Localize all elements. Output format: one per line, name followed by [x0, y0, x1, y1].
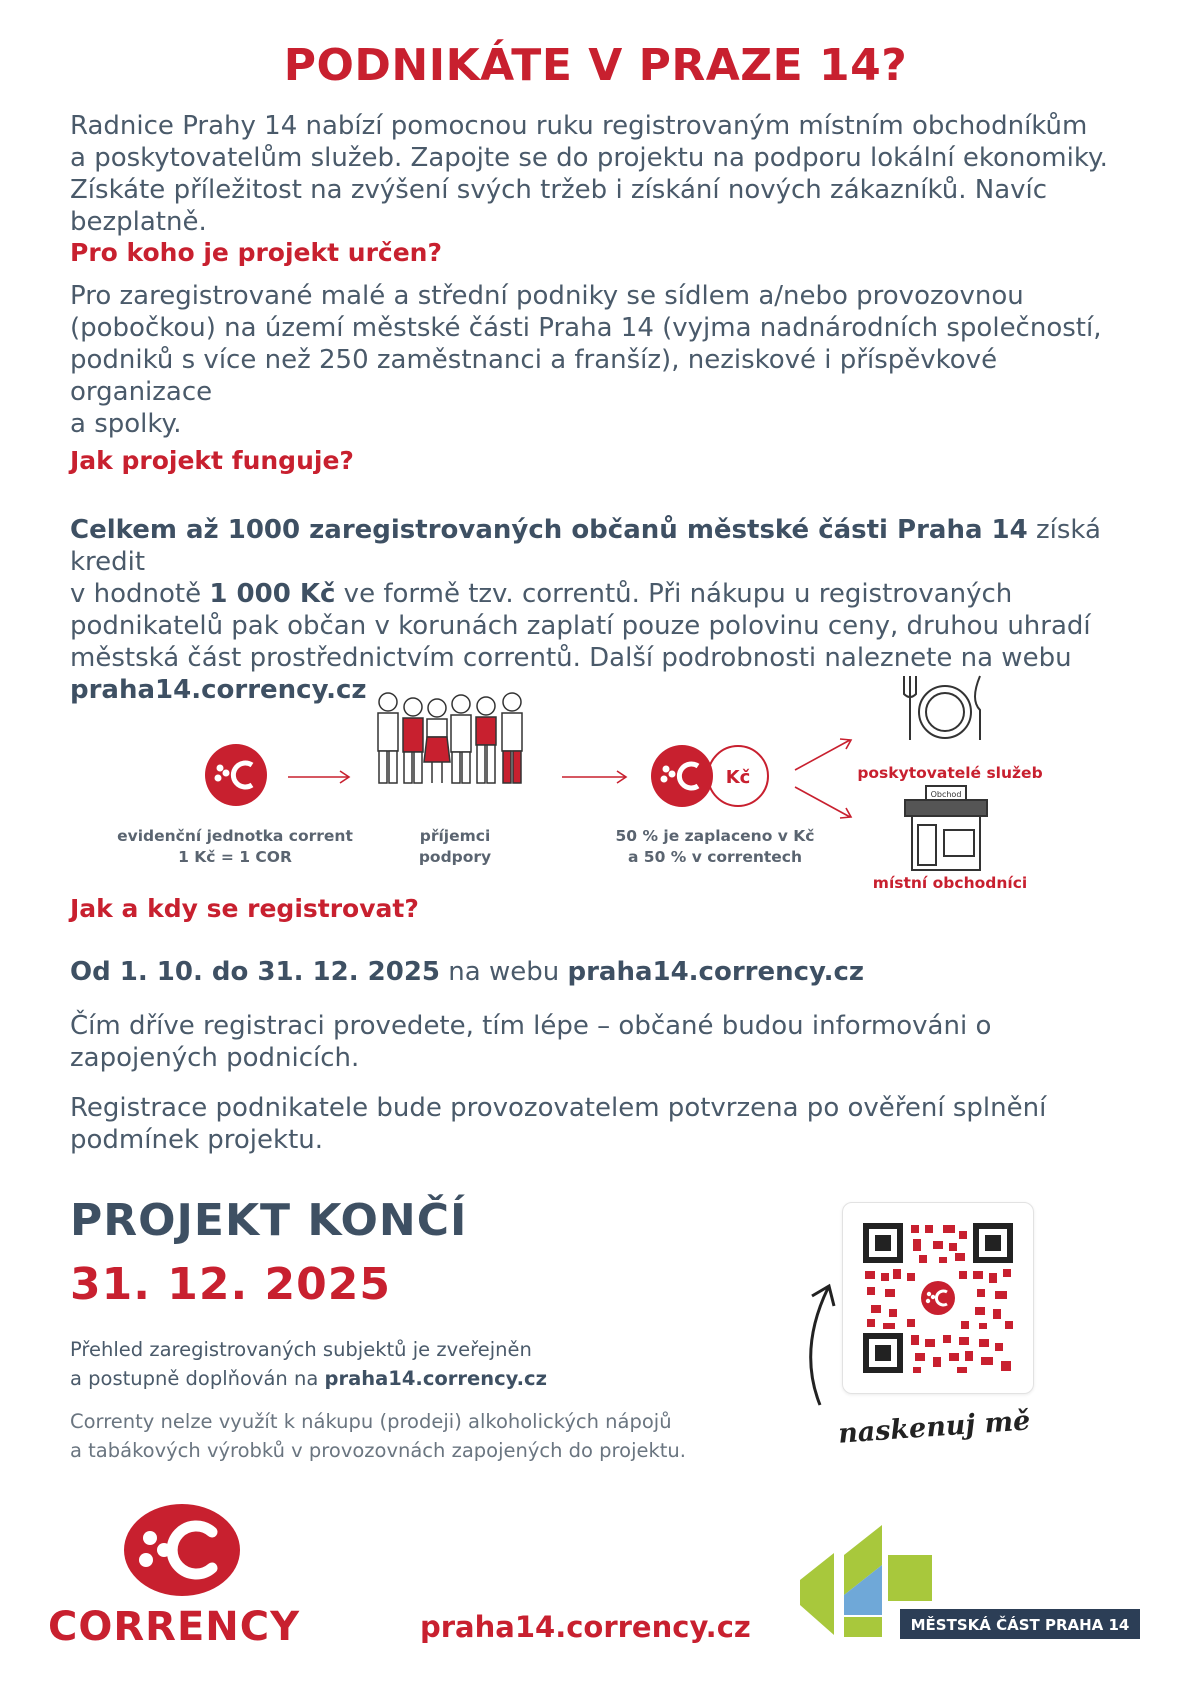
people-group-icon: [378, 693, 522, 783]
target-paragraph: Pro zaregistrované malé a střední podniky se sídlem a/nebo provozovnou (pobočkou) na území městské části Praha 14 (vyjma nadnárodních společností, podniků s více než 250 zaměstnanci a franšíz), neziskové i příspěvkové organizace a spolky.: [70, 281, 1102, 439]
corrent-coin-icon: [205, 744, 267, 806]
restriction-note: Correnty nelze využít k nákupu (prodeji) alkoholických nápojů a tabákových výrobků v provozovnách zapojených do projektu.: [70, 1410, 686, 1462]
split-arrows-icon: [795, 739, 851, 818]
project-end-date: 31. 12. 2025: [70, 1259, 391, 1310]
arrow-right-icon: [288, 771, 349, 783]
plate-icon: [904, 676, 980, 740]
split-caption: 50 % je zaplaceno v Kč a 50 % v correntech: [615, 827, 815, 866]
arrow-right-icon: [562, 771, 626, 783]
registration-paragraph-1: Čím dříve registraci provedete, tím lépe – občané budou informováni o zapojených podnicích.: [70, 1011, 992, 1073]
corrency-brand: CORRENCY: [48, 1604, 301, 1650]
registration-dates: Od 1. 10. do 31. 12. 2025 na webu praha14.corrency.cz: [70, 957, 865, 987]
footer-url[interactable]: praha14.corrency.cz: [420, 1610, 751, 1644]
merchants-caption: místní obchodníci: [872, 874, 1028, 892]
praha14-logo-icon: [800, 1525, 1160, 1645]
registration-link[interactable]: praha14.corrency.cz: [567, 957, 865, 987]
project-link[interactable]: praha14.corrency.cz: [70, 675, 367, 705]
registration-paragraph-2: Registrace podnikatele bude provozovatelem potvrzena po ověření splnění podmínek projektu.: [70, 1093, 1047, 1155]
qr-code-card[interactable]: [842, 1202, 1034, 1394]
registry-note: Přehled zaregistrovaných subjektů je zveřejněn a postupně doplňován na praha14.corrency.cz: [70, 1338, 547, 1390]
page-title: PODNIKÁTE V PRAZE 14?: [283, 40, 908, 91]
section-heading-target: Pro koho je projekt určen?: [70, 238, 442, 267]
services-caption: poskytovatelé služeb: [857, 764, 1043, 782]
corrent-kc-coin-icon: [651, 745, 768, 807]
district-label: MĚSTSKÁ ČÁST PRAHA 14: [910, 1616, 1130, 1634]
intro-paragraph: Radnice Prahy 14 nabízí pomocnou ruku registrovaným místním obchodníkům a poskytovatelům služeb. Zapojte se do projektu na podporu lokální ekonomiky. Získáte příležitost na zvýšení svých tržeb i získání nových zákazníků. Navíc bezplatně.: [70, 111, 1108, 237]
registry-link[interactable]: praha14.corrency.cz: [324, 1367, 547, 1390]
unit-caption: evidenční jednotka corrent 1 Kč = 1 COR: [117, 827, 353, 866]
qr-code-icon: [843, 1203, 1033, 1393]
project-ends-label: PROJEKT KONČÍ: [70, 1195, 468, 1246]
scan-me-label: naskenuj mě: [837, 1405, 1032, 1450]
how-paragraph: Celkem až 1000 zaregistrovaných občanů městské části Praha 14 získá kredit v hodnotě 1 000 Kč ve formě tzv. correntů. Při nákupu u registrovaných podnikatelů pak občan v korunách zaplatí pouze polovinu ceny, druhou uhradí městská část prostřednictvím correntů. Další podrobnosti naleznete na webu praha14.corrency.cz: [70, 515, 1101, 705]
shop-sign-text: Obchod: [930, 790, 962, 799]
section-heading-how: Jak projekt funguje?: [70, 446, 354, 475]
curved-arrow-icon: [790, 1270, 850, 1410]
kc-badge-label: Kč: [725, 767, 751, 788]
recipients-caption: příjemci podpory: [418, 827, 492, 866]
section-heading-register: Jak a kdy se registrovat?: [70, 894, 419, 923]
corrency-logo-icon: [120, 1502, 240, 1602]
